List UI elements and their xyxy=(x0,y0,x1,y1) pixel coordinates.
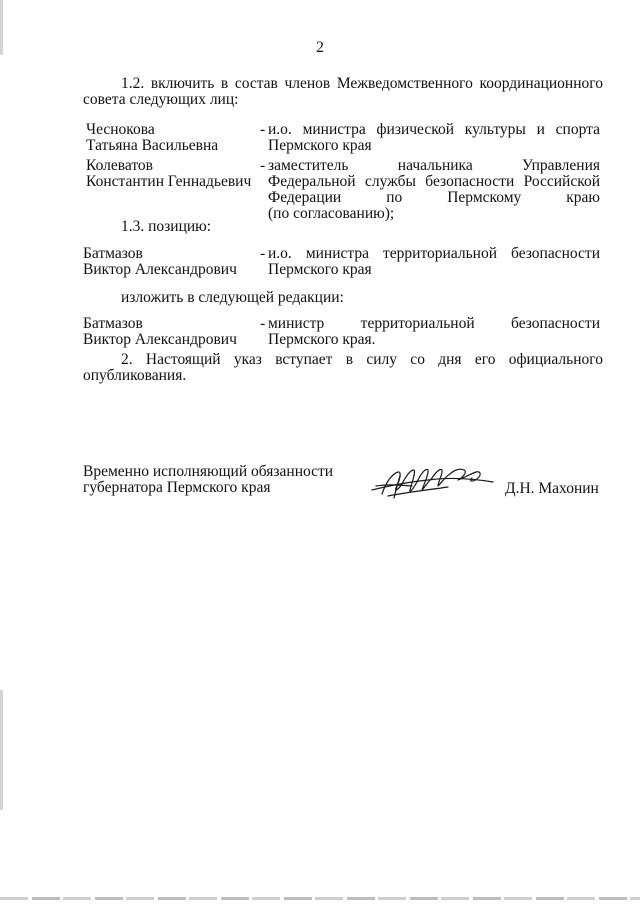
old-position-given-name: Виктор Александрович xyxy=(83,261,237,278)
member-name xyxy=(86,158,261,190)
member-position-line: Федеральной службы безопасности Российской xyxy=(268,173,600,190)
member-surname: Колеватов xyxy=(86,157,153,174)
member-given-name: Константин Геннадьевич xyxy=(86,173,252,190)
member-position-line: заместитель начальника Управления xyxy=(268,157,600,174)
item-2-line-1: 2. Настоящий указ вступает в силу со дня его официального xyxy=(121,351,603,368)
restate-text: изложить в следующей редакции: xyxy=(121,289,344,306)
item-1-2-line-1: 1.2. включить в состав членов Межведомственного координационного xyxy=(121,75,603,92)
old-position-line: Пермского края xyxy=(268,261,372,278)
member-position-line: (по согласованию); xyxy=(268,205,395,222)
old-position-name xyxy=(83,246,258,278)
signatory-name: Д.Н. Махонин xyxy=(505,480,599,497)
signatory-title-line-2: губернатора Пермского края xyxy=(83,479,271,496)
item-1-3-paragraph xyxy=(83,219,603,235)
member-position xyxy=(268,158,600,222)
new-position-line: министр территориальной безопасности xyxy=(268,315,600,332)
page-number: 2 xyxy=(316,39,324,56)
item-1-2-line-2: совета следующих лиц: xyxy=(83,91,239,108)
new-position-given-name: Виктор Александрович xyxy=(83,331,237,348)
old-position-dash: - xyxy=(260,245,266,262)
restate-paragraph xyxy=(83,290,603,306)
member-dash: - xyxy=(260,121,266,138)
item-2-line-2: опубликования. xyxy=(83,367,187,384)
item-2-paragraph xyxy=(83,352,603,384)
old-position-line: и.о. министра территориальной безопасности xyxy=(268,245,600,262)
member-dash: - xyxy=(260,157,266,174)
signatory-title-line-1: Временно исполняющий обязанности xyxy=(83,463,334,480)
member-name xyxy=(86,122,261,154)
member-position-line: Федерации по Пермскому краю xyxy=(268,189,600,206)
new-position-name xyxy=(83,316,258,348)
item-1-2-paragraph xyxy=(83,76,603,108)
member-position-line: и.о. министра физической культуры и спорта xyxy=(268,121,600,138)
member-position-line: Пермского края xyxy=(268,137,372,154)
new-position-dash: - xyxy=(260,315,266,332)
member-position xyxy=(268,122,600,154)
scan-bottom-edge xyxy=(0,897,640,900)
scan-edge-mark xyxy=(0,690,3,810)
new-position-surname: Батмазов xyxy=(83,315,143,332)
old-position-text xyxy=(268,246,600,278)
signatory-title xyxy=(83,464,363,496)
new-position-text xyxy=(268,316,600,348)
handwritten-signature xyxy=(368,460,498,505)
member-given-name: Татьяна Васильевна xyxy=(86,137,219,154)
new-position-line: Пермского края. xyxy=(268,331,376,348)
member-surname: Чеснокова xyxy=(86,121,155,138)
item-1-3-text: 1.3. позицию: xyxy=(121,218,212,235)
old-position-surname: Батмазов xyxy=(83,245,143,262)
